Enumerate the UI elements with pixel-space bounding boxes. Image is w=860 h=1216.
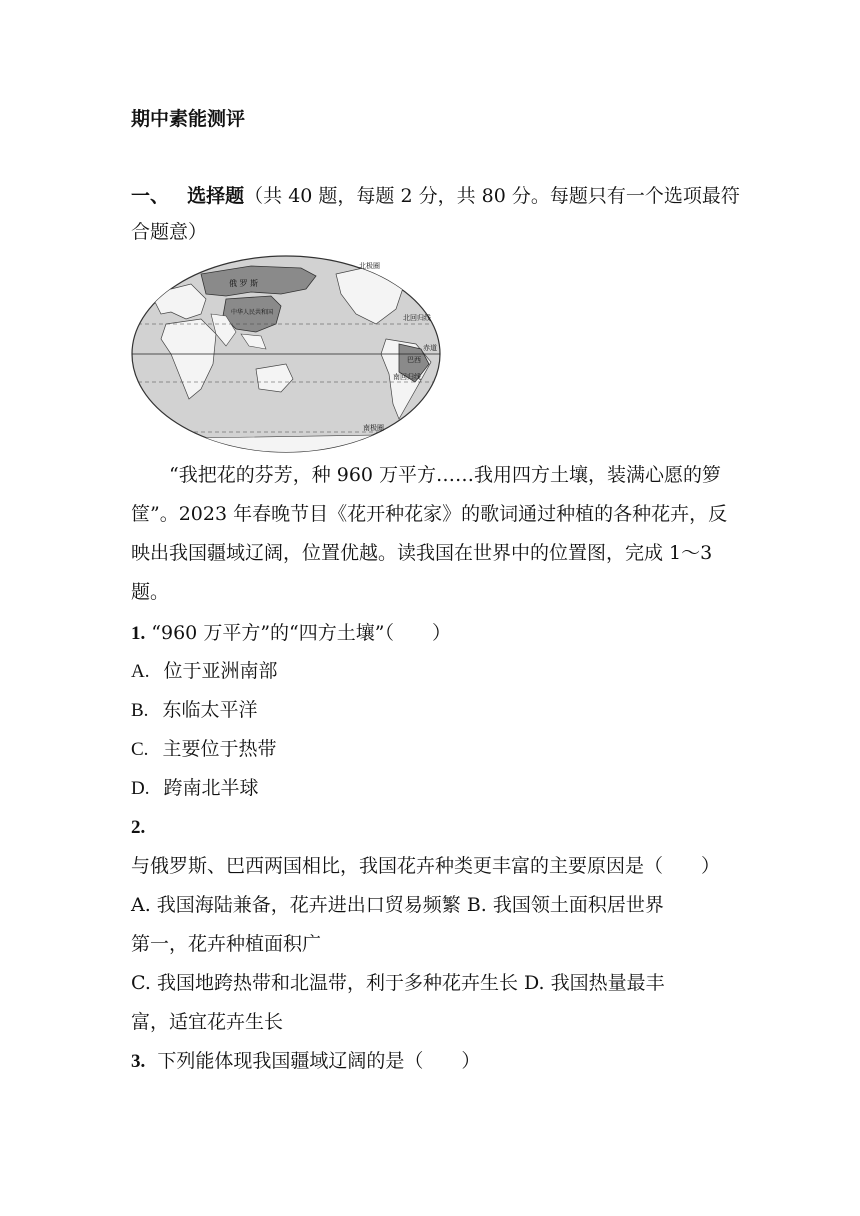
- question-3-text: 下列能体现我国疆域辽阔的是（ ）: [157, 1050, 481, 1072]
- section-note: （共 40 题，每题 2 分，共 80 分。每题只有一个选项最符合题意）: [131, 185, 740, 243]
- question-1-option-b[interactable]: [131, 691, 741, 730]
- section-header: [131, 178, 741, 250]
- question-1-text: “960 万平方”的“四方土壤”（ ）: [151, 622, 451, 644]
- question-2-stem: 与俄罗斯、巴西两国相比，我国花卉种类更丰富的主要原因是（ ）: [131, 855, 721, 877]
- map-label-tropic-cancer: 北回归线: [403, 314, 431, 322]
- map-label-brazil: 巴西: [407, 356, 421, 364]
- option-text: 主要位于热带: [162, 738, 277, 760]
- question-2-number-text: 2.: [131, 817, 146, 838]
- map-label-equator: 赤道: [423, 344, 437, 352]
- question-1-number: 1.: [131, 623, 146, 644]
- option-text: 跨南北半球: [163, 777, 259, 799]
- option-letter: B.: [131, 700, 149, 721]
- intro-paragraph: “我把花的芬芳，种 960 万平方……我用四方土壤，装满心愿的箩筐”。2023 年春晚节目《花开种花家》的歌词通过种植的各种花卉，反映出我国疆域辽阔，位置优越。读我国在世界中的位置图，完成 1～3 题。: [131, 464, 728, 603]
- option-letter: A.: [131, 661, 150, 682]
- option-text: 东临太平洋: [162, 699, 258, 721]
- question-3-stem: [131, 1042, 741, 1081]
- question-2-options-line-4[interactable]: 富，适宜花卉生长: [131, 1011, 284, 1033]
- map-label-antarctic: 南极圈: [363, 424, 384, 432]
- question-2-options-line-3[interactable]: C. 我国地跨热带和北温带，利于多种花卉生长 D. 我国热量最丰: [131, 972, 665, 994]
- section-heading: 选择题: [187, 185, 245, 207]
- map-label-china: 中华人民共和国: [231, 309, 274, 316]
- option-letter: C.: [131, 739, 149, 760]
- map-label-arctic: 北极圈: [359, 262, 380, 270]
- page-title: 期中素能测评: [131, 108, 246, 130]
- map-label-tropic-capricorn: 南回归线: [393, 373, 421, 381]
- map-label-russia: 俄 罗 斯: [229, 279, 259, 288]
- question-2-number: [131, 808, 741, 847]
- question-3-number: 3.: [131, 1051, 146, 1072]
- question-2-options-line-1[interactable]: A. 我国海陆兼备，花卉进出口贸易频繁 B. 我国领土面积居世界: [131, 894, 664, 916]
- section-number: 一、: [131, 185, 170, 207]
- question-1-option-d[interactable]: [131, 769, 741, 808]
- option-letter: D.: [131, 778, 150, 799]
- question-2-options-line-2[interactable]: 第一，花卉种植面积广: [131, 933, 322, 955]
- question-1-option-a[interactable]: [131, 652, 741, 691]
- question-1-option-c[interactable]: [131, 730, 741, 769]
- option-text: 位于亚洲南部: [163, 660, 278, 682]
- question-1-stem: [131, 614, 741, 653]
- world-map-svg: [131, 254, 441, 454]
- world-map-figure: [131, 254, 441, 454]
